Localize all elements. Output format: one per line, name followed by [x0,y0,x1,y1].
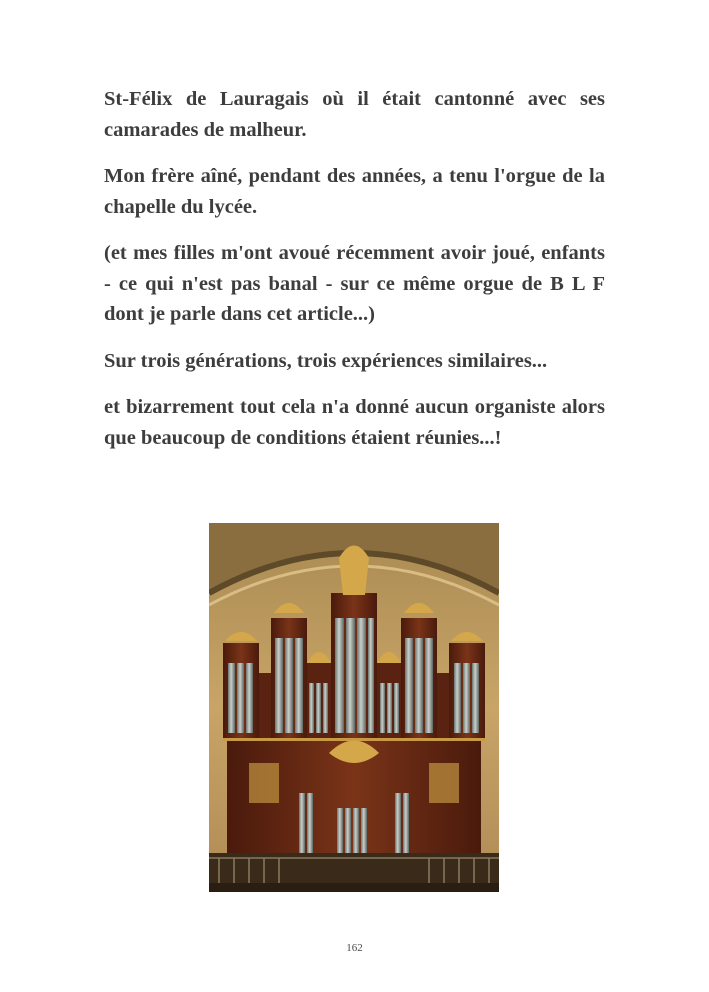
paragraph-2: Mon frère aîné, pendant des années, a tenu l'orgue de la chapelle du lycée. [104,165,605,218]
paragraph-1: St-Félix de Lauragais où il était cantonné avec ses camarades de malheur. [104,88,605,141]
paragraph-5: et bizarrement tout cela n'a donné aucun organiste alors que beaucoup de conditions étaient réunies...! [104,396,605,449]
page-number: 162 [346,942,363,954]
body-text [104,84,605,469]
pipe-organ-photo [209,523,499,892]
paragraph-3: (et mes filles m'ont avoué récemment avoir joué, enfants - ce qui n'est pas banal - sur ce même orgue de B L F dont je parle dans cet article...) [104,242,605,325]
paragraph-4: Sur trois générations, trois expériences similaires... [104,349,548,372]
